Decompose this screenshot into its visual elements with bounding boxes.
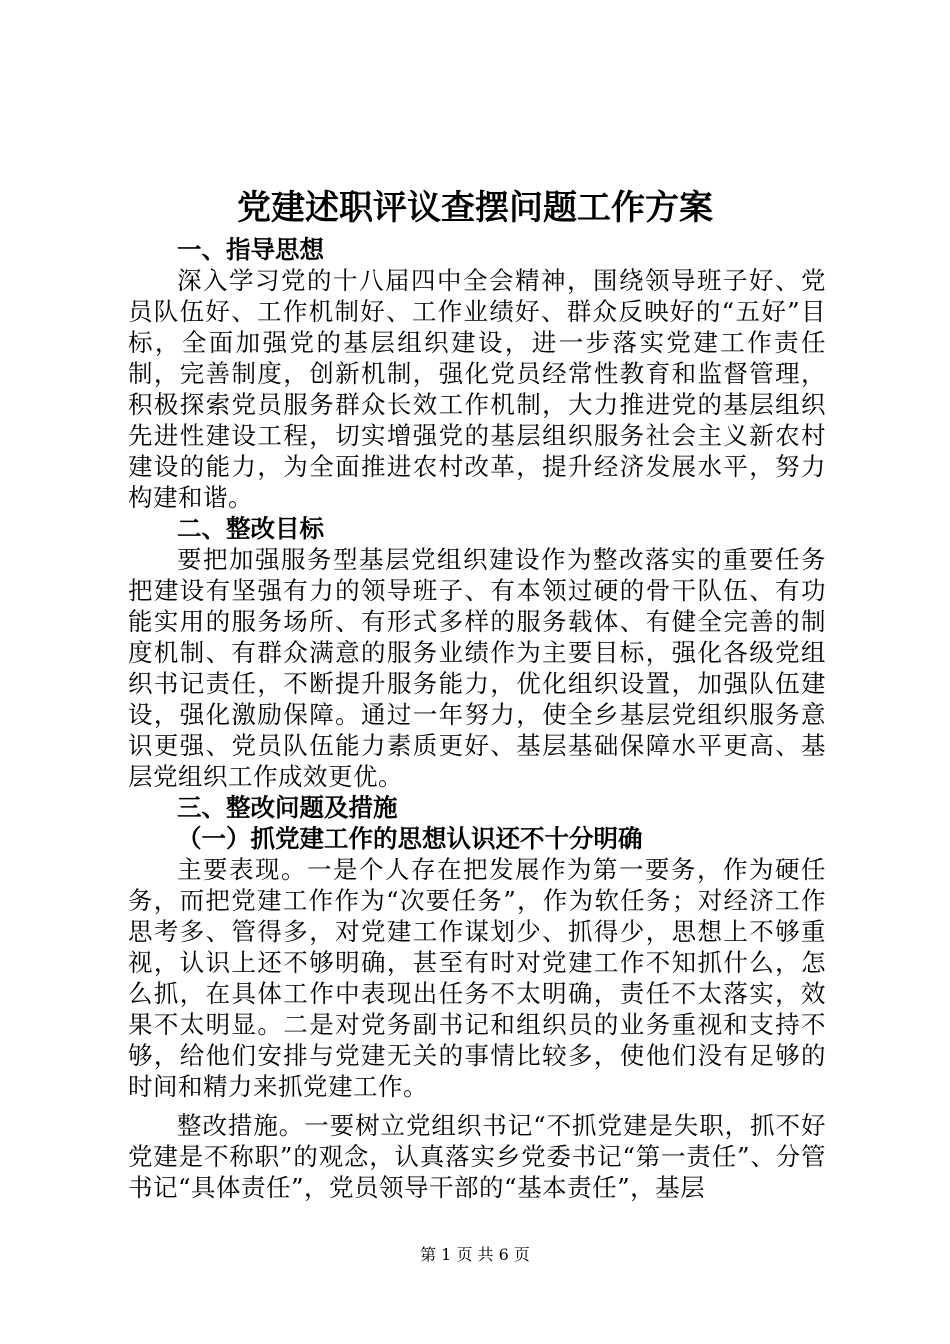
section-heading-guiding-ideology: 一、指导思想 xyxy=(177,235,324,264)
section-heading-rectification-goals: 二、整改目标 xyxy=(177,514,324,543)
page-number-footer: 第 1 页 共 6 页 xyxy=(420,1245,530,1264)
section-paragraph: 主要表现。一是个人存在把发展作为第一要务，作为硬任务，而把党建工作作为“次要任务”，作为软任务；对经济工作思考多、管得多，对党建工作谋划少、抓得少，思想上不够重视，认识上还不够明确，甚至有时对党建工作不知抓什么，怎么抓，在具体工作中表现出任务不太明确，责任不太落实，效果不太明显。二是对党务副书记和组织员的业务重视和支持不够，给他们安排与党建无关的事情比较多，使他们没有足够的时间和精力来抓党建工作。 xyxy=(128,855,826,1101)
section-paragraph: 要把加强服务型基层党组织建设作为整改落实的重要任务把建设有坚强有力的领导班子、有本领过硬的骨干队伍、有功能实用的服务场所、有形式多样的服务载体、有健全完善的制度机制、有群众满意的服务业绩作为主要目标，强化各级党组织书记责任，不断提升服务能力，优化组织设置，加强队伍建设，强化激励保障。通过一年努力，使全乡基层党组织服务意识更强、党员队伍能力素质更好、基层基础保障水平更高、基层党组织工作成效更优。 xyxy=(128,545,826,791)
section-paragraph: 深入学习党的十八届四中全会精神，围绕领导班子好、党员队伍好、工作机制好、工作业绩好、群众反映好的“五好”目标，全面加强党的基层组织建设，进一步落实党建工作责任制，完善制度，创新机制，强化党员经常性教育和监督管理，积极探索党员服务群众长效工作机制，大力推进党的基层组织先进性建设工程，切实增强党的基层组织服务社会主义新农村建设的能力，为全面推进农村改革，提升经济发展水平，努力构建和谐。 xyxy=(128,266,826,512)
section-paragraph: 整改措施。一要树立党组织书记“不抓党建是失职，抓不好党建是不称职”的观念，认真落实乡党委书记“第一责任”、分管书记“具体责任”，党员领导干部的“基本责任”，基层 xyxy=(128,1111,826,1202)
document-title: 党建述职评议查摆问题工作方案 xyxy=(237,188,713,228)
section-heading-problems-and-measures: 三、整改问题及措施 xyxy=(177,793,398,822)
document-body xyxy=(128,234,826,1203)
subsection-heading-ideological-awareness: （一）抓党建工作的思想认识还不十分明确 xyxy=(177,824,643,853)
